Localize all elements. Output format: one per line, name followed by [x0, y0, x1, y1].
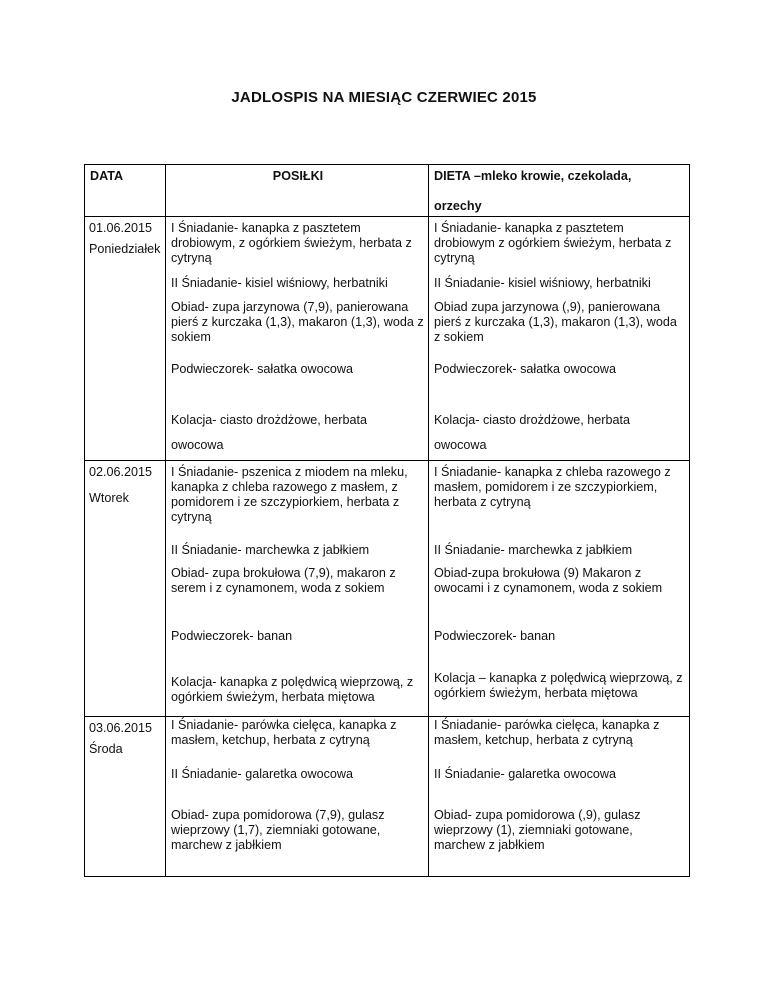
- date-cell: [85, 461, 166, 717]
- weekday: Poniedziałek: [89, 242, 161, 256]
- diet-item: Obiad-zupa brokułowa (9) Makaron z owocami i z cynamonem, woda z sokiem: [434, 566, 663, 595]
- diet-item: I Śniadanie- kanapka z pasztetem drobiowym z ogórkiem świeżym, herbata z cytryną: [434, 221, 672, 265]
- date: 01.06.2015: [89, 221, 153, 235]
- diet-item: Obiad zupa jarzynowa (,9), panierowana pierś z kurczaka (1,3), makaron (1,3), woda z sokiem: [434, 300, 677, 344]
- meal-item: II Śniadanie- marchewka z jabłkiem: [171, 543, 370, 557]
- diet-cell: [429, 461, 690, 717]
- day-row: [85, 717, 690, 877]
- diet-item: I Śniadanie- parówka cielęca, kanapka z masłem, ketchup, herbata z cytryną: [434, 718, 660, 747]
- header-data-label: DATA: [90, 169, 124, 183]
- meal-item: Kolacja- kanapka z polędwicą wieprzową, z ogórkiem świeżym, herbata miętowa: [171, 675, 414, 704]
- meal-item: Obiad- zupa pomidorowa (7,9), gulasz wieprzowy (1,7), ziemniaki gotowane, marchew z jabłkiem: [171, 808, 385, 852]
- page-title: JADLOSPIS NA MIESIĄC CZERWIEC 2015: [231, 89, 537, 106]
- meal-item: I Śniadanie- kanapka z pasztetem drobiowym, z ogórkiem świeżym, herbata z cytryną: [171, 221, 412, 265]
- header-dieta-label: DIETA –mleko krowie, czekolada, orzechy: [434, 169, 632, 213]
- day-row: [85, 461, 690, 717]
- header-row: [85, 165, 690, 217]
- diet-cell: [429, 217, 690, 461]
- header-data: [85, 165, 166, 217]
- weekday: Środa: [89, 742, 123, 756]
- diet-item: Podwieczorek- sałatka owocowa: [434, 362, 616, 376]
- meal-item: I Śniadanie- pszenica z miodem na mleku, kanapka z chleba razowego z masłem, z pomidorem i ze szczypiorkiem, herbata z cytryną: [171, 465, 408, 524]
- diet-item: II Śniadanie- galaretka owocowa: [434, 767, 617, 781]
- diet-item: II Śniadanie- kisiel wiśniowy, herbatniki: [434, 276, 651, 290]
- date-cell: [85, 717, 166, 877]
- header-posilki-label: POSIŁKI: [272, 169, 324, 183]
- meal-item: II Śniadanie- galaretka owocowa: [171, 767, 354, 781]
- meal-item: Podwieczorek- banan: [171, 629, 293, 643]
- meal-item: Obiad- zupa brokułowa (7,9), makaron z serem i z cynamonem, woda z sokiem: [171, 566, 396, 595]
- diet-item: Podwieczorek- banan: [434, 629, 556, 643]
- diet-item: Obiad- zupa pomidorowa (,9), gulasz wieprzowy (1), ziemniaki gotowane, marchew z jabłkiem: [434, 808, 641, 852]
- meals-cell: [166, 217, 429, 461]
- header-posilki: [166, 165, 429, 217]
- diet-item: I Śniadanie- kanapka z chleba razowego z masłem, pomidorem i ze szczypiorkiem, herbata z cytryną: [434, 465, 671, 509]
- meals-cell: [166, 717, 429, 877]
- diet-item: II Śniadanie- marchewka z jabłkiem: [434, 543, 633, 557]
- weekday: Wtorek: [89, 491, 129, 505]
- date: 03.06.2015: [89, 721, 153, 735]
- meal-item: I Śniadanie- parówka cielęca, kanapka z masłem, ketchup, herbata z cytryną: [171, 718, 397, 747]
- date: 02.06.2015: [89, 465, 153, 479]
- diet-cell: [429, 717, 690, 877]
- diet-item: Kolacja- ciasto drożdżowe, herbata owocowa: [434, 413, 631, 452]
- menu-table: [84, 164, 690, 877]
- day-row: [85, 217, 690, 461]
- meals-cell: [166, 461, 429, 717]
- header-dieta: [429, 165, 690, 217]
- meal-item: Kolacja- ciasto drożdżowe, herbata owocowa: [171, 413, 368, 452]
- date-cell: [85, 217, 166, 461]
- meal-item: II Śniadanie- kisiel wiśniowy, herbatniki: [171, 276, 388, 290]
- diet-item: Kolacja – kanapka z polędwicą wieprzową, z ogórkiem świeżym, herbata miętowa: [434, 671, 683, 700]
- meal-item: Podwieczorek- sałatka owocowa: [171, 362, 353, 376]
- meal-item: Obiad- zupa jarzynowa (7,9), panierowana pierś z kurczaka (1,3), makaron (1,3), woda z sokiem: [171, 300, 424, 344]
